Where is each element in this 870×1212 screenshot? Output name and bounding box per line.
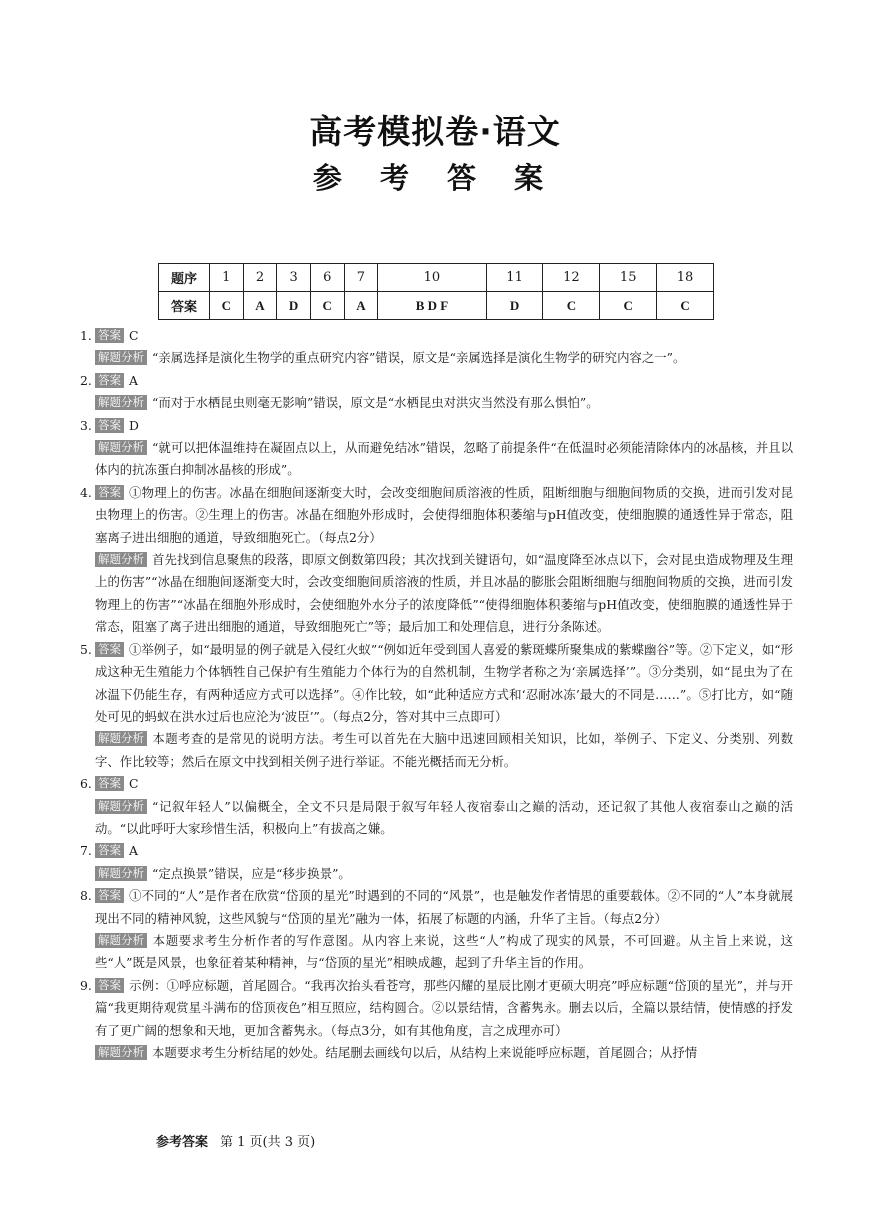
analysis-text: 首先找到信息聚焦的段落，即原文倒数第四段；其次找到关键语句，如“温度降至冰点以下，会对昆虫造成物理及生理上的伤害”“冰晶在细胞间逐渐变大时，会改变细胞间质溶液的性质，并且冰晶的膨胀会阻断细胞与细胞间物质的交换，进而引发物理上的伤害”“冰晶在细胞外形成时，会使细胞外水分子的浓度降低”“使得细胞体积萎缩与pH值改变，使细胞膜的通透性异于常态，阻塞了离子进出细胞的通道，导致细胞死亡”等；最后加工和处理信息，进行分条陈述。 xyxy=(95,552,793,635)
answer-text: C xyxy=(129,776,139,792)
analysis-text: “亲属选择是演化生物学的重点研究内容”错误，原文是“亲属选择是演化生物学的研究内容之一”。 xyxy=(152,350,686,366)
table-header-number: 题序 xyxy=(159,264,210,292)
answer-table-number-row xyxy=(159,264,714,292)
table-cell-answer: B D F xyxy=(378,292,486,320)
footer-label: 参考答案 xyxy=(156,1135,209,1150)
answer-line xyxy=(95,415,793,437)
question-number: 2. xyxy=(80,372,92,388)
answer-text: C xyxy=(129,328,139,343)
question-item xyxy=(80,885,793,975)
analysis-tag: 解题分析 xyxy=(95,731,147,746)
table-cell-answer: D xyxy=(277,292,311,320)
answer-line xyxy=(95,370,793,392)
analysis-text: 本题要求考生分析作者的写作意图。从内容上来说，这些“人”构成了现实的风景，不可回避。从主旨上来说，这些“人”既是风景，也象征着某种精神，与“岱顶的星光”相映成趣，起到了升华主旨的作用。 xyxy=(95,932,793,971)
answer-line xyxy=(95,482,793,549)
analysis-text: 本题要求考生分析结尾的妙处。结尾删去画线句以后，从结构上来说能呼应标题，首尾圆合；从抒情 xyxy=(152,1045,698,1060)
analysis-tag: 解题分析 xyxy=(95,350,147,365)
answer-text: A xyxy=(129,372,138,388)
analysis-line xyxy=(95,930,793,975)
answer-tag: 答案 xyxy=(95,843,124,858)
analysis-tag: 解题分析 xyxy=(95,933,147,948)
answer-tag: 答案 xyxy=(95,642,124,657)
answer-line xyxy=(95,773,793,795)
table-cell-number: 1 xyxy=(210,264,244,292)
answer-tag: 答案 xyxy=(95,776,124,791)
table-header-answer: 答案 xyxy=(159,292,210,320)
analysis-text: “定点换景”错误，应是“移步换景”。 xyxy=(152,865,351,881)
analysis-text: “记叙年轻人”以偏概全，全文不只是局限于叙写年轻人夜宿泰山之巅的活动，还记叙了其他人夜宿泰山之巅的活动。“以此呼吁大家珍惜生活，积极向上”有拔高之嫌。 xyxy=(95,798,793,836)
question-number: 3. xyxy=(80,417,92,433)
analysis-tag: 解题分析 xyxy=(95,552,147,567)
question-item xyxy=(80,325,793,370)
table-cell-answer: C xyxy=(657,292,714,320)
answer-line xyxy=(95,885,793,930)
analysis-line xyxy=(95,437,793,482)
answer-table-answer-row xyxy=(159,292,714,320)
answer-tag: 答案 xyxy=(95,328,124,343)
analysis-tag: 解题分析 xyxy=(95,395,147,410)
answer-line xyxy=(95,840,793,862)
analysis-text: “而对于水栖昆虫则毫无影响”错误，原文是“水栖昆虫对洪灾当然没有那么惧怕”。 xyxy=(152,395,599,411)
answer-tag: 答案 xyxy=(95,978,124,993)
document-title: 高考模拟卷·语文 xyxy=(309,112,561,151)
table-cell-number: 15 xyxy=(600,264,657,292)
question-number: 5. xyxy=(80,641,92,657)
analysis-line xyxy=(95,796,793,841)
page-footer xyxy=(156,1131,315,1150)
analysis-line xyxy=(95,392,793,414)
answer-text: ①不同的“人”是作者在欣赏“岱顶的星光”时遇到的不同的“风景”，也是触发作者情思的重要载体。②不同的“人”本身就展现出不同的精神风貌，这些风貌与“岱顶的星光”融为一体，拓展了标题的内涵，升华了主旨。（每点2分） xyxy=(95,888,793,926)
table-cell-number: 2 xyxy=(243,264,277,292)
answer-text: D xyxy=(129,417,139,433)
table-cell-number: 11 xyxy=(486,264,543,292)
question-item xyxy=(80,773,793,840)
answer-text: A xyxy=(129,843,138,859)
answer-text: ①物理上的伤害。冰晶在细胞间逐渐变大时，会改变细胞间质溶液的性质，阻断细胞与细胞间物质的交换，进而引发对昆虫物理上的伤害。②生理上的伤害。冰晶在细胞外形成时，会使得细胞体积萎缩与pH值改变，使细胞膜的通透性异于常态，阻塞离子进出细胞的通道，导致细胞死亡。（每点2分） xyxy=(95,484,793,545)
table-cell-number: 6 xyxy=(310,264,344,292)
answer-line xyxy=(95,325,793,347)
answer-tag: 答案 xyxy=(95,485,124,500)
table-cell-number: 7 xyxy=(344,264,378,292)
analysis-text: 本题考查的是常见的说明方法。考生可以首先在大脑中迅速回顾相关知识，比如，举例子、下定义、分类别、列数字、作比较等；然后在原文中找到相关例子进行举证。不能光概括而无分析。 xyxy=(95,731,793,769)
question-item xyxy=(80,482,793,639)
answer-tag: 答案 xyxy=(95,418,124,433)
question-number: 7. xyxy=(80,843,92,859)
table-cell-number: 10 xyxy=(378,264,486,292)
table-cell-answer: C xyxy=(600,292,657,320)
analysis-line xyxy=(95,728,793,773)
analysis-tag: 解题分析 xyxy=(95,440,147,455)
question-number: 1. xyxy=(80,328,92,343)
question-item xyxy=(80,975,793,1065)
analysis-line xyxy=(95,863,793,885)
table-cell-answer: D xyxy=(486,292,543,320)
table-cell-answer: A xyxy=(243,292,277,320)
table-cell-number: 12 xyxy=(543,264,600,292)
answer-table xyxy=(158,263,714,320)
table-cell-answer: C xyxy=(310,292,344,320)
analysis-text: “就可以把体温维持在凝固点以上，从而避免结冰”错误，忽略了前提条件“在低温时必须能清除体内的冰晶核，并且以体内的抗冻蛋白抑制冰晶核的形成”。 xyxy=(95,440,793,478)
analysis-line xyxy=(95,347,793,369)
analysis-tag: 解题分析 xyxy=(95,1045,147,1060)
table-cell-answer: C xyxy=(543,292,600,320)
answer-text: 示例：①呼应标题，首尾圆合。“我再次抬头看苍穹，那些闪耀的星辰比刚才更硕大明亮”呼应标题“岱顶的星光”，并与开篇“我更期待观赏星斗满布的岱顶夜色”相互照应，结构圆合。②以景结情，含蓄隽永。删去以后，全篇以景结情，使情感的抒发有了更广阔的想象和天地，更加含蓄隽永。（每点3分，如有其他角度，言之成理亦可） xyxy=(95,977,793,1038)
analysis-tag: 解题分析 xyxy=(95,866,147,881)
answer-tag: 答案 xyxy=(95,373,124,388)
answer-text: ①举例子，如“最明显的例子就是入侵红火蚁”“例如近年受到国人喜爱的紫斑蝶所聚集成的紫蝶幽谷”等。②下定义，如“形成这种无生殖能力个体牺牲自己保护有生殖能力个体行为的自然机制，生物学者称之为‘亲属选择’”。③分类别，如“昆虫为了在冰温下仍能生存，有两种适应方式可以选择”。④作比较，如“此种适应方式和‘忍耐冰冻’最大的不同是……”。⑤打比方，如“随处可见的蚂蚁在洪水过后也应沦为‘波臣’”。（每点2分，答对其中三点即可） xyxy=(95,641,793,724)
question-item xyxy=(80,415,793,482)
answer-tag: 答案 xyxy=(95,888,124,903)
question-number: 4. xyxy=(80,484,92,500)
table-cell-number: 3 xyxy=(277,264,311,292)
answer-line xyxy=(95,639,793,729)
analysis-tag: 解题分析 xyxy=(95,799,147,814)
analysis-line xyxy=(95,549,793,639)
table-cell-answer: C xyxy=(210,292,244,320)
table-cell-answer: A xyxy=(344,292,378,320)
question-number: 8. xyxy=(80,888,92,904)
question-number: 9. xyxy=(80,977,92,993)
question-item xyxy=(80,370,793,415)
analysis-line xyxy=(95,1042,793,1064)
document-subtitle: 参 考 答 案 xyxy=(312,161,558,195)
page-number: 第 1 页(共 3 页) xyxy=(220,1135,316,1150)
question-number: 6. xyxy=(80,776,92,792)
answer-line xyxy=(95,975,793,1042)
answer-content xyxy=(80,325,793,1064)
question-item xyxy=(80,840,793,885)
table-cell-number: 18 xyxy=(657,264,714,292)
question-item xyxy=(80,639,793,773)
